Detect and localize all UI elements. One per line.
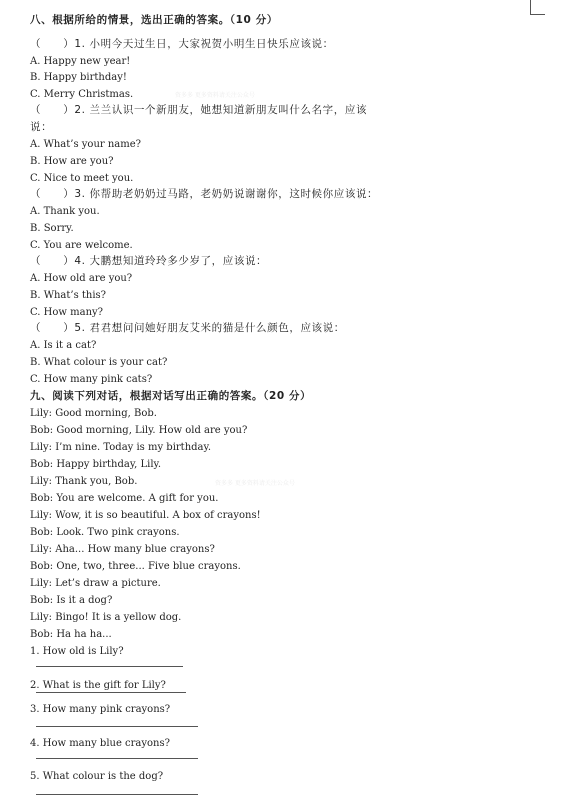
q9-3-question: 3. How many pink crayons?: [30, 704, 171, 715]
dialogue-line: Bob: One, two, three... Five blue crayons.: [30, 561, 241, 572]
q8-1-option-c: C. Merry Christmas.: [30, 89, 134, 100]
q8-2-stem: （ ）2. 兰兰认识一个新朋友，她想知道新朋友叫什么名字，应该: [30, 104, 368, 116]
q8-2-option-b: B. How are you?: [30, 156, 114, 167]
dialogue-line: Lily: Aha... How many blue crayons?: [30, 544, 215, 555]
q8-5-option-c: C. How many pink cats?: [30, 374, 153, 385]
q9-5-answer-blank[interactable]: [36, 794, 198, 795]
q8-4-option-c: C. How many?: [30, 307, 104, 318]
dialogue-line: Bob: Ha ha ha...: [30, 629, 112, 640]
q8-1-option-b: B. Happy birthday!: [30, 72, 127, 83]
q8-2-stem-cont: 说：: [30, 121, 53, 133]
section-8-heading: 八、根据所给的情景，选出正确的答案。（10 分）: [30, 14, 278, 26]
dialogue-line: Bob: Look. Two pink crayons.: [30, 527, 180, 538]
dialogue-line: Bob: You are welcome. A gift for you.: [30, 493, 219, 504]
q8-3-option-c: C. You are welcome.: [30, 240, 133, 251]
q8-5-stem: （ ）5. 君君想问问她好朋友艾米的猫是什么颜色，应该说：: [30, 322, 345, 334]
q8-4-option-b: B. What’s this?: [30, 290, 107, 301]
q8-3-stem: （ ）3. 你帮助老奶奶过马路，老奶奶说谢谢你，这时候你应该说：: [30, 188, 379, 200]
dialogue-line: Lily: Thank you, Bob.: [30, 476, 138, 487]
q8-4-option-a: A. How old are you?: [30, 273, 133, 284]
q8-3-option-a: A. Thank you.: [30, 206, 100, 217]
dialogue-line: Lily: Let’s draw a picture.: [30, 578, 161, 589]
q9-2-question: 2. What is the gift for Lily?: [30, 680, 166, 691]
q8-2-option-a: A. What’s your name?: [30, 139, 142, 150]
watermark: 资多多 更多资料请关注公众号: [175, 92, 255, 99]
dialogue-line: Bob: Happy birthday, Lily.: [30, 459, 162, 470]
dialogue-line: Lily: Bingo! It is a yellow dog.: [30, 612, 182, 623]
q8-3-option-b: B. Sorry.: [30, 223, 74, 234]
dialogue-line: Bob: Good morning, Lily. How old are you?: [30, 425, 248, 436]
q9-1-answer-blank[interactable]: [36, 666, 183, 667]
q9-1-question: 1. How old is Lily?: [30, 646, 124, 657]
dialogue-line: Bob: Is it a dog?: [30, 595, 113, 606]
section-9-heading: 九、阅读下列对话，根据对话写出正确的答案。（20 分）: [30, 390, 312, 402]
q9-4-question: 4. How many blue crayons?: [30, 738, 170, 749]
q8-2-option-c: C. Nice to meet you.: [30, 173, 134, 184]
q8-4-stem: （ ）4. 大鹏想知道玲玲多少岁了，应该说：: [30, 255, 268, 267]
q9-3-answer-blank[interactable]: [36, 726, 198, 727]
q8-5-option-b: B. What colour is your cat?: [30, 357, 168, 368]
q8-1-option-a: A. Happy new year!: [30, 56, 131, 67]
watermark: 资多多 更多资料请关注公众号: [215, 480, 295, 487]
q9-2-answer-blank[interactable]: [36, 692, 186, 693]
q9-4-answer-blank[interactable]: [36, 758, 198, 759]
dialogue-line: Lily: Wow, it is so beautiful. A box of crayons!: [30, 510, 261, 521]
dialogue-line: Lily: Good morning, Bob.: [30, 408, 157, 419]
q9-5-question: 5. What colour is the dog?: [30, 771, 164, 782]
dialogue-line: Lily: I’m nine. Today is my birthday.: [30, 442, 212, 453]
q8-5-option-a: A. Is it a cat?: [30, 340, 97, 351]
page-corner-mark: [530, 0, 545, 15]
q8-1-stem: （ ）1. 小明今天过生日，大家祝贺小明生日快乐应该说：: [30, 38, 334, 50]
